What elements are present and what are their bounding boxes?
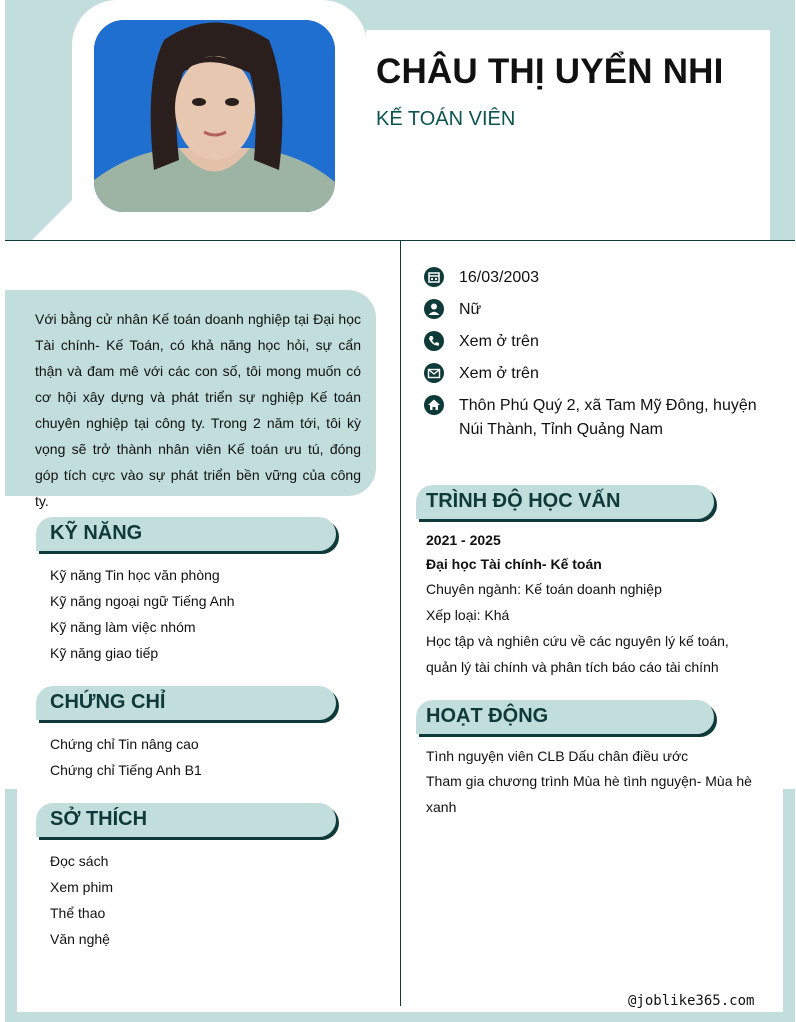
frame-left [5,789,17,1022]
activity-line-1: Tình nguyện viên CLB Dấu chân điều ước [426,748,689,764]
frame-bottom [5,1012,795,1022]
hobby-item: Văn nghệ [50,931,110,947]
education-description-line-2: quản lý tài chính và phân tích báo cáo tài chính [426,659,719,675]
photo-tab-corner [32,198,74,240]
activity-line-2: Tham gia chương trình Mùa hè tình nguyện- Mùa hè [426,773,752,789]
skill-item: Kỹ năng Tin học văn phòng [50,567,220,583]
education-heading: TRÌNH ĐỘ HỌC VẤN [426,490,621,512]
phone-icon [424,331,444,351]
phone-text: Xem ở trên [459,333,539,350]
education-major: Chuyên ngành: Kế toán doanh nghiệp [426,581,662,597]
gender-text: Nữ [459,301,482,318]
address-line-2: Núi Thành, Tỉnh Quảng Nam [459,421,663,438]
hobbies-section-header [36,803,336,837]
education-description-line-1: Học tập và nghiên cứu về các nguyên lý kế toán, [426,633,729,649]
certificate-item: Chứng chỉ Tin nâng cao [50,736,199,752]
skills-section-header [36,517,336,551]
certificate-item: Chứng chỉ Tiếng Anh B1 [50,762,202,778]
certificates-heading: CHỨNG CHỈ [50,691,166,713]
frame-right [783,789,795,1022]
home-icon [424,395,444,415]
activities-section-header [416,700,714,734]
skills-heading: KỸ NĂNG [50,522,143,544]
email-icon [424,363,444,383]
birthday-text: 16/03/2003 [459,269,540,286]
candidate-name: CHÂU THỊ UYỂN NHI [376,52,724,91]
skill-item: Kỹ năng giao tiếp [50,645,159,661]
education-grade: Xếp loại: Khá [426,607,510,623]
address-line-1: Thôn Phú Quý 2, xã Tam Mỹ Đông, huyện [459,397,757,414]
activity-line-3: xanh [426,799,457,815]
hobbies-list [50,848,113,952]
person-icon [424,299,444,319]
watermark: @joblike365.com [628,993,755,1009]
hobby-item: Thể thao [50,905,106,921]
calendar-icon [424,267,444,287]
career-objective: Với bằng cử nhân Kế toán doanh nghiệp tại Đại học Tài chính- Kế Toán, có khả năng học hỏi, sự cẩn thận và đam mê với các con số, tôi mong muốn có cơ hội xây dựng và phát triển sự nghiệp Kế toán chuyên nghiệp tại công ty. Trong 2 năm tới, tôi kỳ vọng sẽ trở thành nhân viên Kế toán ưu tú, đóng góp tích cực vào sự phát triển bền vững của công ty. [35,311,361,509]
skills-list [50,562,235,666]
profile-photo [94,20,335,212]
hobbies-heading: SỞ THÍCH [50,808,148,830]
certificates-list [50,731,202,783]
email-text: Xem ở trên [459,365,539,382]
education-period: 2021 - 2025 [426,532,501,548]
hobby-item: Đọc sách [50,853,109,869]
skill-item: Kỹ năng làm việc nhóm [50,619,196,635]
job-title: KẾ TOÁN VIÊN [376,108,516,130]
activities-heading: HOẠT ĐỘNG [426,705,549,727]
education-school: Đại học Tài chính- Kế toán [426,556,602,572]
column-divider [400,241,401,1006]
hobby-item: Xem phim [50,879,114,895]
skill-item: Kỹ năng ngoại ngữ Tiếng Anh [50,593,235,609]
education-section-header [416,485,714,519]
certificates-section-header [36,686,336,720]
